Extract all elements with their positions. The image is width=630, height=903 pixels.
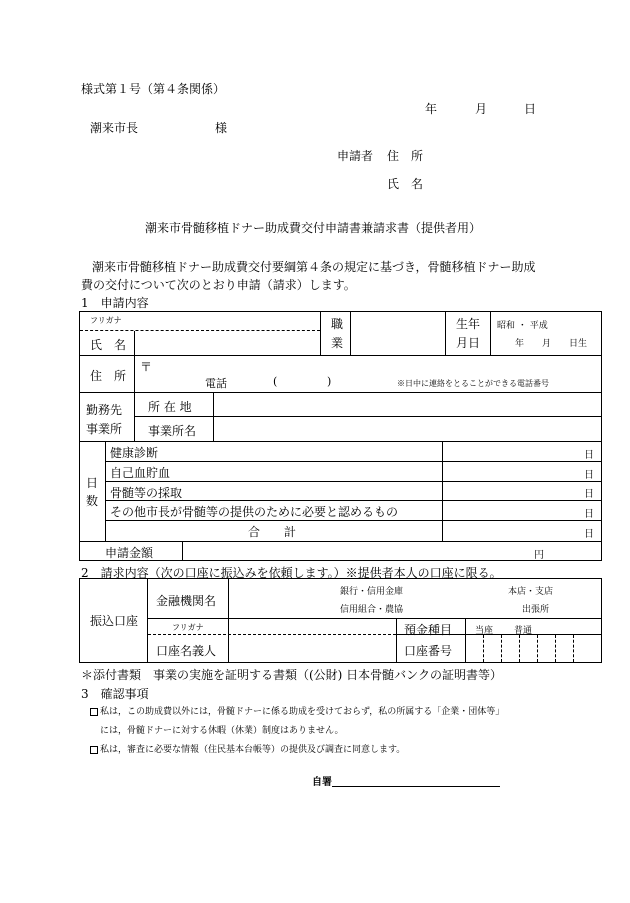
account-type-checking: 当座 bbox=[475, 626, 494, 636]
transfer-account-label: 振込口座 bbox=[90, 614, 139, 628]
days-item-3-unit: 日 bbox=[584, 489, 594, 500]
phone-paren-open: ( bbox=[273, 375, 278, 388]
days-total-label: 合 計 bbox=[248, 525, 297, 539]
account-number-label: 口座番号 bbox=[404, 644, 453, 658]
workplace-label-2: 事業所 bbox=[86, 422, 123, 436]
workplace-location-label: 所 在 地 bbox=[148, 400, 192, 414]
name-label: 氏 名 bbox=[90, 338, 127, 352]
days-item-2-unit: 日 bbox=[584, 470, 594, 481]
signature-line[interactable] bbox=[332, 786, 500, 787]
date-month-label: 月 bbox=[475, 102, 488, 116]
era-options: 昭和 ・ 平成 bbox=[497, 321, 548, 331]
checkbox-1[interactable] bbox=[90, 708, 98, 716]
days-item-4: その他市長が骨髄等の提供のために必要と認めるもの bbox=[110, 505, 399, 519]
checkbox-2[interactable] bbox=[90, 746, 98, 754]
branch-type-2: 出張所 bbox=[522, 605, 550, 615]
confirm-item-2-text: 私は，審査に必要な情報（住民基本台帳等）の提供及び調査に同意します。 bbox=[100, 745, 406, 755]
intro-line-2: 費の交付について次のとおり申請（請求）します。 bbox=[81, 278, 356, 292]
days-total-unit: 日 bbox=[584, 529, 594, 540]
confirm-item-2 bbox=[90, 742, 405, 755]
workplace-name-label: 事業所名 bbox=[148, 424, 197, 438]
phone-paren-close: ) bbox=[327, 375, 332, 388]
account-furigana-label: フリガナ bbox=[172, 623, 204, 632]
days-item-1-unit: 日 bbox=[584, 450, 594, 461]
birth-label-2: 月日 bbox=[456, 336, 481, 350]
section1-heading: 1 申請内容 bbox=[81, 296, 149, 310]
addressee-honorific: 様 bbox=[215, 121, 228, 135]
account-type-savings: 普通 bbox=[514, 626, 533, 636]
phone-label: 電話 bbox=[205, 377, 227, 390]
branch-type-1: 本店・支店 bbox=[508, 587, 554, 597]
account-type-label: 預金種目 bbox=[404, 623, 453, 637]
attachments-note: ＊添付書類 事業の実施を証明する書類（(公財) 日本骨髄バンクの証明書等） bbox=[81, 668, 502, 682]
intro-line-1: 潮来市骨髄移植ドナー助成費交付要綱第４条の規定に基づき，骨髄移植ドナー助成 bbox=[92, 260, 536, 274]
confirm-item-1-line-1: 私は，この助成費以外には，骨髄ドナーに係る助成を受けておらず，私の所属する「企業・団体等」 bbox=[100, 707, 505, 717]
address-label: 住 所 bbox=[90, 369, 127, 383]
amount-label: 申請金額 bbox=[105, 546, 154, 560]
bank-name-label: 金融機関名 bbox=[156, 594, 217, 608]
applicant-address-label: 住 所 bbox=[387, 149, 424, 163]
occupation-label-1: 職 bbox=[331, 317, 344, 331]
postal-mark: 〒 bbox=[140, 360, 153, 374]
furigana-label: フリガナ bbox=[90, 316, 122, 325]
days-item-1: 健康診断 bbox=[110, 446, 159, 460]
days-label-2: 数 bbox=[86, 494, 99, 508]
workplace-label-1: 勤務先 bbox=[86, 403, 123, 417]
days-item-4-unit: 日 bbox=[584, 509, 594, 520]
bank-type-2: 信用組合・農協 bbox=[340, 605, 404, 615]
section2-heading: 2 請求内容（次の口座に振込みを依頼します。）※提供者本人の口座に限る。 bbox=[81, 566, 502, 580]
birth-label-1: 生年 bbox=[456, 317, 481, 331]
days-item-2: 自己血貯血 bbox=[110, 466, 171, 480]
amount-unit: 円 bbox=[534, 550, 544, 561]
addressee: 潮来市長 bbox=[90, 121, 139, 135]
birth-ymd: 年 月 日生 bbox=[515, 339, 588, 349]
confirm-item-1 bbox=[90, 704, 504, 717]
date-year-label: 年 bbox=[425, 102, 438, 116]
applicant-label: 申請者 bbox=[337, 149, 374, 163]
bank-type-1: 銀行・信用金庫 bbox=[340, 587, 404, 597]
signature-label: 自署 bbox=[312, 777, 332, 788]
applicant-name-label: 氏 名 bbox=[387, 177, 424, 191]
account-holder-label: 口座名義人 bbox=[156, 644, 217, 658]
days-label-1: 日 bbox=[86, 476, 99, 490]
date-day-label: 日 bbox=[524, 102, 537, 116]
section3-heading: 3 確認事項 bbox=[81, 687, 149, 701]
document-title: 潮来市骨髄移植ドナー助成費交付申請書兼請求書（提供者用） bbox=[145, 221, 482, 235]
phone-note: ※日中に連絡をとることができる電話番号 bbox=[397, 379, 549, 388]
form-number: 様式第１号（第４条関係） bbox=[81, 82, 226, 96]
confirm-item-1-line-2: には，骨髄ドナーに対する休暇（休業）制度はありません。 bbox=[100, 726, 344, 736]
days-item-3: 骨髄等の採取 bbox=[110, 486, 183, 500]
occupation-label-2: 業 bbox=[331, 336, 344, 350]
